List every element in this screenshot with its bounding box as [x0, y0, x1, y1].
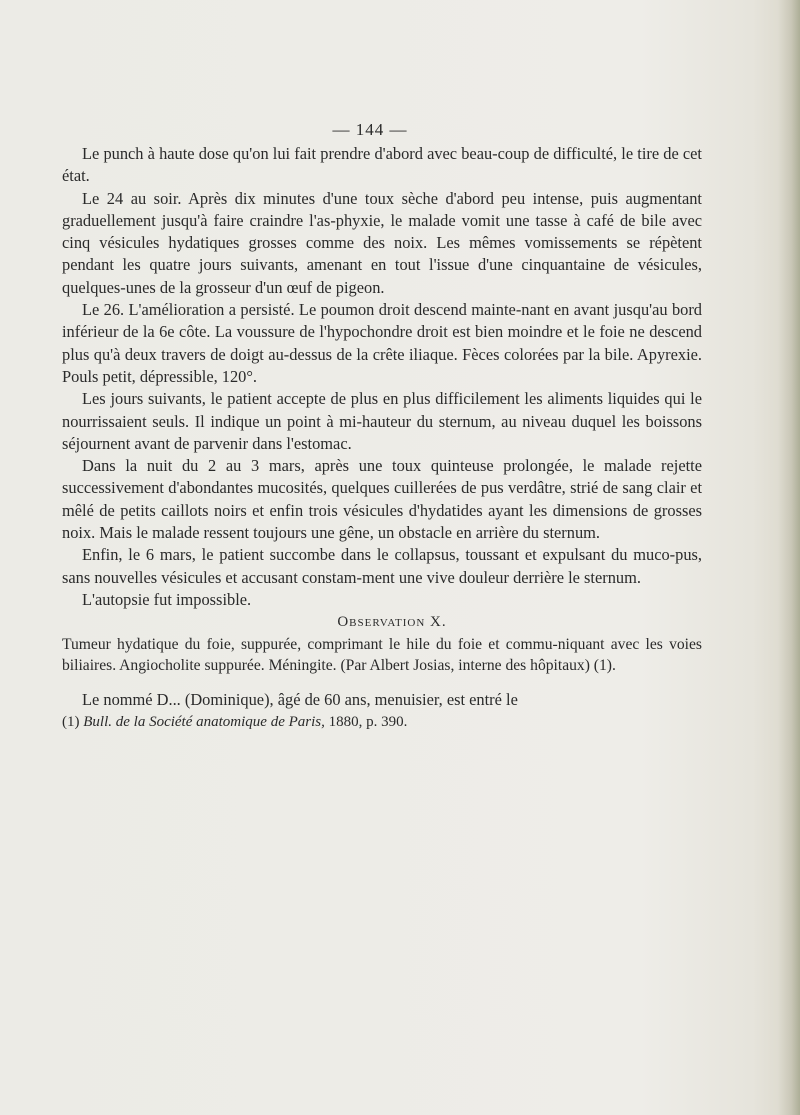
paragraph: L'autopsie fut impossible.	[82, 589, 252, 609]
page-number: — 144 —	[332, 120, 408, 139]
observation-summary: Tumeur hydatique du foie, suppurée, comprimant le hile du foie et commu-niquant avec les voies biliaires. Angiocholite suppurée. Méningite. (Par Albert Josias, interne des hôpitaux) (1).	[62, 635, 702, 674]
footnote-marker: (1)	[62, 713, 80, 730]
observation-title: Observation X.	[337, 614, 447, 631]
paragraph: Le punch à haute dose qu'on lui fait prendre d'abord avec beau-coup de difficulté, le tire de cet état.	[62, 144, 702, 186]
paragraph: Le 24 au soir. Après dix minutes d'une toux sèche d'abord peu intense, puis augmentant graduellement jusqu'à faire craindre l'as-phyxie, le malade vomit une tasse à café de bile avec cinq vésicules hydatiques grosses comme des noix. Les mêmes vomissements se répètent pendant les quatre jours suivants, amenant en tout l'issue d'une cinquantaine de vésicules, quelques-unes de la grosseur d'un œuf de pigeon.	[62, 188, 702, 297]
paragraph: Enfin, le 6 mars, le patient succombe dans le collapsus, toussant et expulsant du muco-pus, sans nouvelles vésicules et accusant constam-ment une vive douleur derrière le sternum.	[62, 545, 702, 587]
paragraph: Les jours suivants, le patient accepte de plus en plus difficilement les aliments liquides qui le nourrissaient seuls. Il indique un point à mi-hauteur du sternum, au niveau duquel les boissons séjournent avant de parvenir dans l'estomac.	[62, 389, 702, 453]
paragraph: Dans la nuit du 2 au 3 mars, après une toux quinteuse prolongée, le malade rejette successivement d'abondantes mucosités, quelques cuillerées de pus verdâtre, strié de sang clair et mêlé de petits caillots noirs et enfin trois vésicules d'hydatides ayant les dimensions de grosses noix. Mais le malade ressent toujours une gêne, un obstacle en arrière du sternum.	[62, 456, 702, 543]
paragraph: Le 26. L'amélioration a persisté. Le poumon droit descend mainte-nant en avant jusqu'au bord inférieur de la 6e côte. La voussure de l'hypochondre droit est bien moindre et le foie ne descend plus qu'à deux travers de doigt au-dessus de la crête iliaque. Fèces colorées par la bile. Apyrexie. Pouls petit, dépressible, 120°.	[62, 300, 702, 386]
body-text	[62, 143, 702, 733]
page-edge-shadow	[778, 0, 800, 1115]
footnote	[62, 711, 702, 733]
paragraph: Le nommé D... (Dominique), âgé de 60 ans, menuisier, est entré le	[82, 689, 518, 709]
footnote-source: Bull. de la Société anatomique de Paris,	[83, 713, 325, 730]
footnote-details: 1880, p. 390.	[328, 713, 408, 730]
